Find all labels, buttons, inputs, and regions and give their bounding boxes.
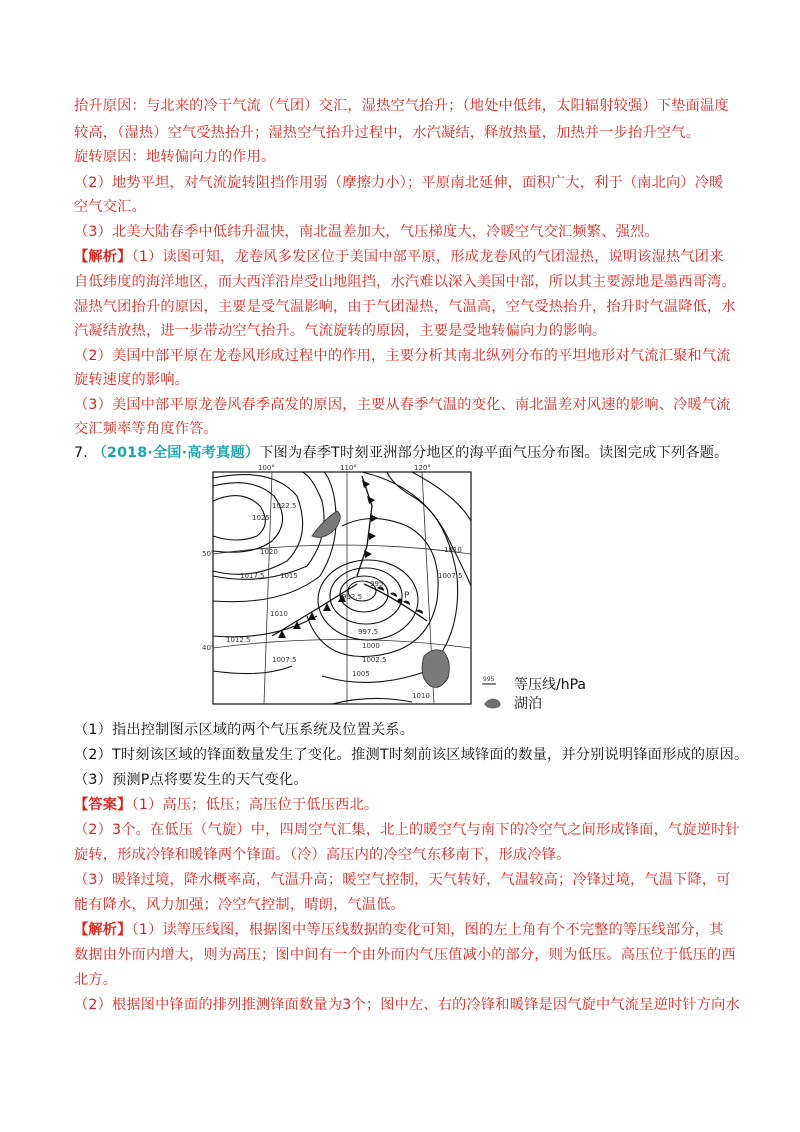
svg-text:1007.5: 1007.5 [272, 656, 297, 664]
text-line: 旋转速度的影响。 [74, 372, 190, 388]
text-line: （3）北美大陆春季中低纬升温快，南北温差加大，气压梯度大，冷暖空气交汇频繁、强烈。 [74, 224, 659, 240]
sub-question: （1）指出控制图示区域的两个气压系统及位置关系。 [74, 722, 415, 738]
svg-text:1022.5: 1022.5 [272, 502, 297, 510]
pressure-map-figure [202, 464, 604, 712]
sub-question: （3）预测P点将要发生的天气变化。 [74, 772, 308, 788]
isobar-legend-label: 等压线/hPa [514, 677, 586, 693]
lat-label: 40° [202, 644, 215, 652]
lat-label: 50° [202, 550, 215, 558]
point-p-label: P [404, 591, 410, 601]
answer-line: （3）暖锋过境，降水概率高，气温升高；暖空气控制，天气转好，气温较高；冷锋过境，气温下降，可 [74, 872, 731, 888]
text-span: （1）读图可知，龙卷风多发区位于美国中部平原，形成龙卷风的气团湿热，说明该湿热气团来 [131, 249, 724, 265]
answer-line: 数据由外而内增大，则为高压；图中间有一个由外而内气压值减小的部分，则为低压。高压位于低压的西 [74, 947, 736, 963]
text-line: 空气交汇。 [74, 199, 146, 215]
text-span: （1）读等压线图，根据图中等压线数据的变化可知，图的左上角有个不完整的等压线部分，其 [131, 922, 724, 938]
question-stem: 下图为春季T时刻亚洲部分地区的海平面气压分布图。读图完成下列各题。 [259, 445, 729, 461]
text-line: （2）地势平坦，对气流旋转阻挡作用弱（摩擦力小）；平原南北延伸，面积广大，利于（南北向）冷暖 [74, 175, 724, 191]
svg-text:1007.5: 1007.5 [438, 572, 463, 580]
question-heading [74, 443, 729, 463]
text-line: 旋转原因：地转偏向力的作用。 [74, 149, 276, 165]
text-line: 湿热气团抬升的原因，主要是受气温影响，由于气团湿热，气温高，空气受热抬升，抬升时气温降低，水 [74, 299, 736, 315]
text-line: 汽凝结放热，进一步带动空气抬升。气流旋转的原因，主要是受地转偏向力的影响。 [74, 323, 607, 339]
answer-line: （2）3个。在低压（气旋）中，四周空气汇集，北上的暖空气与南下的冷空气之间形成锋面，气旋逆时针 [74, 822, 740, 838]
svg-text:995: 995 [370, 580, 384, 588]
answer-line: （2）根据图中锋面的排列推测锋面数量为3个；图中左、右的冷锋和暖锋是因气旋中气流呈逆时针方向水 [74, 997, 740, 1013]
isobar-map [202, 464, 472, 706]
question-number: 7. [74, 445, 88, 461]
text-line: 抬升原因：与北来的冷干气流（气团）交汇，湿热空气抬升；（地处中低纬，太阳辐射较强）下垫面温度 [74, 98, 729, 114]
answer-line [74, 795, 378, 815]
svg-text:1025: 1025 [252, 514, 270, 522]
lon-label: 100° [258, 464, 275, 472]
svg-text:1010: 1010 [444, 546, 462, 554]
lon-label: 110° [340, 464, 357, 472]
lake-legend-icon [484, 699, 501, 709]
svg-text:1017.5: 1017.5 [240, 572, 265, 580]
text-line: 自低纬度的海洋地区，而大西洋沿岸受山地阻挡，水汽难以深入美国中部，所以其主要源地是墨西哥湾。 [74, 274, 736, 290]
answer-line: 北方。 [74, 972, 118, 988]
point-p [398, 599, 403, 604]
isobar-legend-sample: 995 [483, 676, 495, 683]
text-span: （1）高压；低压；高压位于低压西北。 [131, 797, 379, 813]
svg-text:1000: 1000 [362, 642, 380, 650]
analysis-tag: 【解析】 [74, 249, 132, 265]
sub-question: （2）T时刻该区域的锋面数量发生了变化。推测T时刻前该区域锋面的数量，并分别说明锋面形成的原因。 [74, 747, 749, 763]
svg-text:1015: 1015 [280, 572, 298, 580]
svg-text:1010: 1010 [270, 610, 288, 618]
lake-legend-label: 湖泊 [514, 696, 542, 712]
text-line: 交汇频率等角度作答。 [74, 421, 218, 437]
svg-text:1002.5: 1002.5 [362, 656, 387, 664]
text-line: （3）美国中部平原龙卷风春季高发的原因，主要从春季气温的变化、南北温差对风速的影响、冷暖气流 [74, 397, 731, 413]
svg-text:1012.5: 1012.5 [226, 636, 251, 644]
svg-text:1005: 1005 [352, 670, 370, 678]
svg-text:1020: 1020 [260, 548, 278, 556]
text-line: （2）美国中部平原在龙卷风形成过程中的作用，主要分析其南北纵列分布的平坦地形对气流汇聚和气流 [74, 348, 731, 364]
lon-label: 120° [414, 464, 431, 472]
svg-text:1010: 1010 [412, 692, 430, 700]
question-source: （2018·全国·高考真题） [92, 445, 260, 461]
answer-tag: 【答案】 [74, 797, 132, 813]
analysis-tag: 【解析】 [74, 922, 132, 938]
svg-text:997.5: 997.5 [358, 628, 379, 636]
answer-line: 旋转，形成冷锋和暖锋两个锋面。（冷）高压内的冷空气东移南下，形成冷锋。 [74, 847, 571, 863]
map-legend [480, 670, 604, 710]
lake-shape [422, 650, 449, 688]
text-line: 较高，（湿热）空气受热抬升；湿热空气抬升过程中，水汽凝结，释放热量，加热并一步抬升空气。 [74, 125, 700, 141]
svg-text:992.5: 992.5 [342, 593, 363, 601]
analysis-line [74, 920, 724, 940]
answer-line: 能有降水，风力加强；冷空气控制，晴朗，气温低。 [74, 897, 405, 913]
analysis-line [74, 247, 724, 267]
